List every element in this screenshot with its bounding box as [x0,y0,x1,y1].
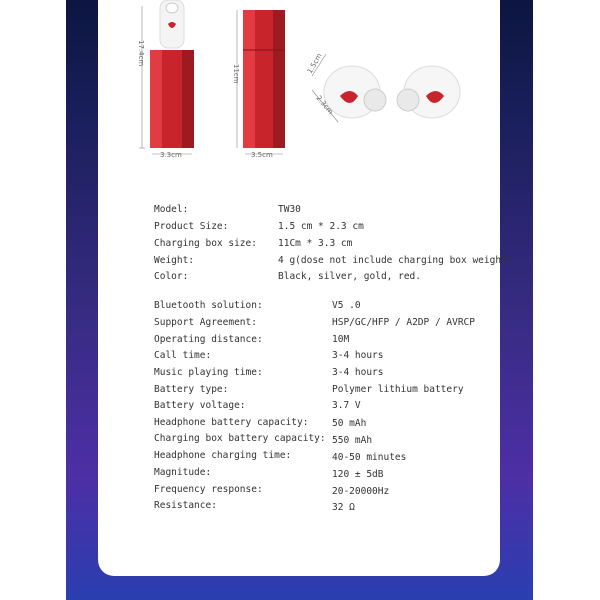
case-small-width-label: 3.3cm [160,151,182,159]
case-small-height-label: 17.4cm [137,40,145,67]
spec-value-battery-voltage: 3.7 V [332,400,361,411]
spec-value-color: Black, silver, gold, red. [278,271,421,282]
spec-label-battery-type: Battery type: [154,384,229,395]
spec-value-operating-distance: 10M [332,334,350,345]
spec-label-headphone-battery: Headphone battery capacity: [154,417,309,428]
spec-value-resistance: 32 Ω [332,502,355,513]
spec-value-battery-type: Polymer lithium battery [332,384,464,395]
spec-value-support-agreement: HSP/GC/HFP / A2DP / AVRCP [332,317,475,328]
charging-case-closed-image [243,10,285,148]
spec-value-box-battery: 550 mAh [332,435,373,446]
spec-value-magnitude: 120 ± 5dB [332,469,384,480]
case-tall-width-label: 3.5cm [251,151,273,159]
charging-case-open-image [150,0,194,148]
spec-label-battery-voltage: Battery voltage: [154,400,246,411]
spec-label-support-agreement: Support Agreement: [154,317,257,328]
spec-value-charging-box-size: 11Cm * 3.3 cm [278,238,353,249]
spec-value-headphone-battery: 50 mAh [332,418,367,429]
spec-label-frequency: Frequency response: [154,484,263,495]
spec-label-magnitude: Magnitude: [154,467,212,478]
spec-label-call-time: Call time: [154,350,212,361]
spec-value-call-time: 3-4 hours [332,350,384,361]
spec-label-color: Color: [154,271,189,282]
spec-value-model: TW30 [278,204,301,215]
spec-value-music-time: 3-4 hours [332,367,384,378]
case-tall-height-label: 11cm [232,64,240,84]
spec-label-product-size: Product Size: [154,221,229,232]
earbud-right-image [397,66,460,118]
spec-label-operating-distance: Operating distance: [154,334,263,345]
spec-label-box-battery: Charging box battery capacity: [154,433,326,444]
spec-value-bluetooth: V5 .0 [332,300,361,311]
spec-value-frequency: 20-20000Hz [332,486,390,497]
spec-label-music-time: Music playing time: [154,367,263,378]
spec-value-headphone-charging: 40-50 minutes [332,452,407,463]
spec-label-headphone-charging: Headphone charging time: [154,450,292,461]
spec-label-bluetooth: Bluetooth solution: [154,300,263,311]
spec-value-product-size: 1.5 cm * 2.3 cm [278,221,364,232]
spec-label-weight: Weight: [154,255,195,266]
bud-height-label: 2.3cm [314,94,335,116]
spec-value-weight: 4 g(dose not include charging box weight) [278,255,513,266]
spec-label-charging-box-size: Charging box size: [154,238,257,249]
spec-label-resistance: Resistance: [154,500,217,511]
product-illustration [0,0,600,170]
bud-width-label: 1.5cm [305,52,324,75]
spec-label-model: Model: [154,204,189,215]
